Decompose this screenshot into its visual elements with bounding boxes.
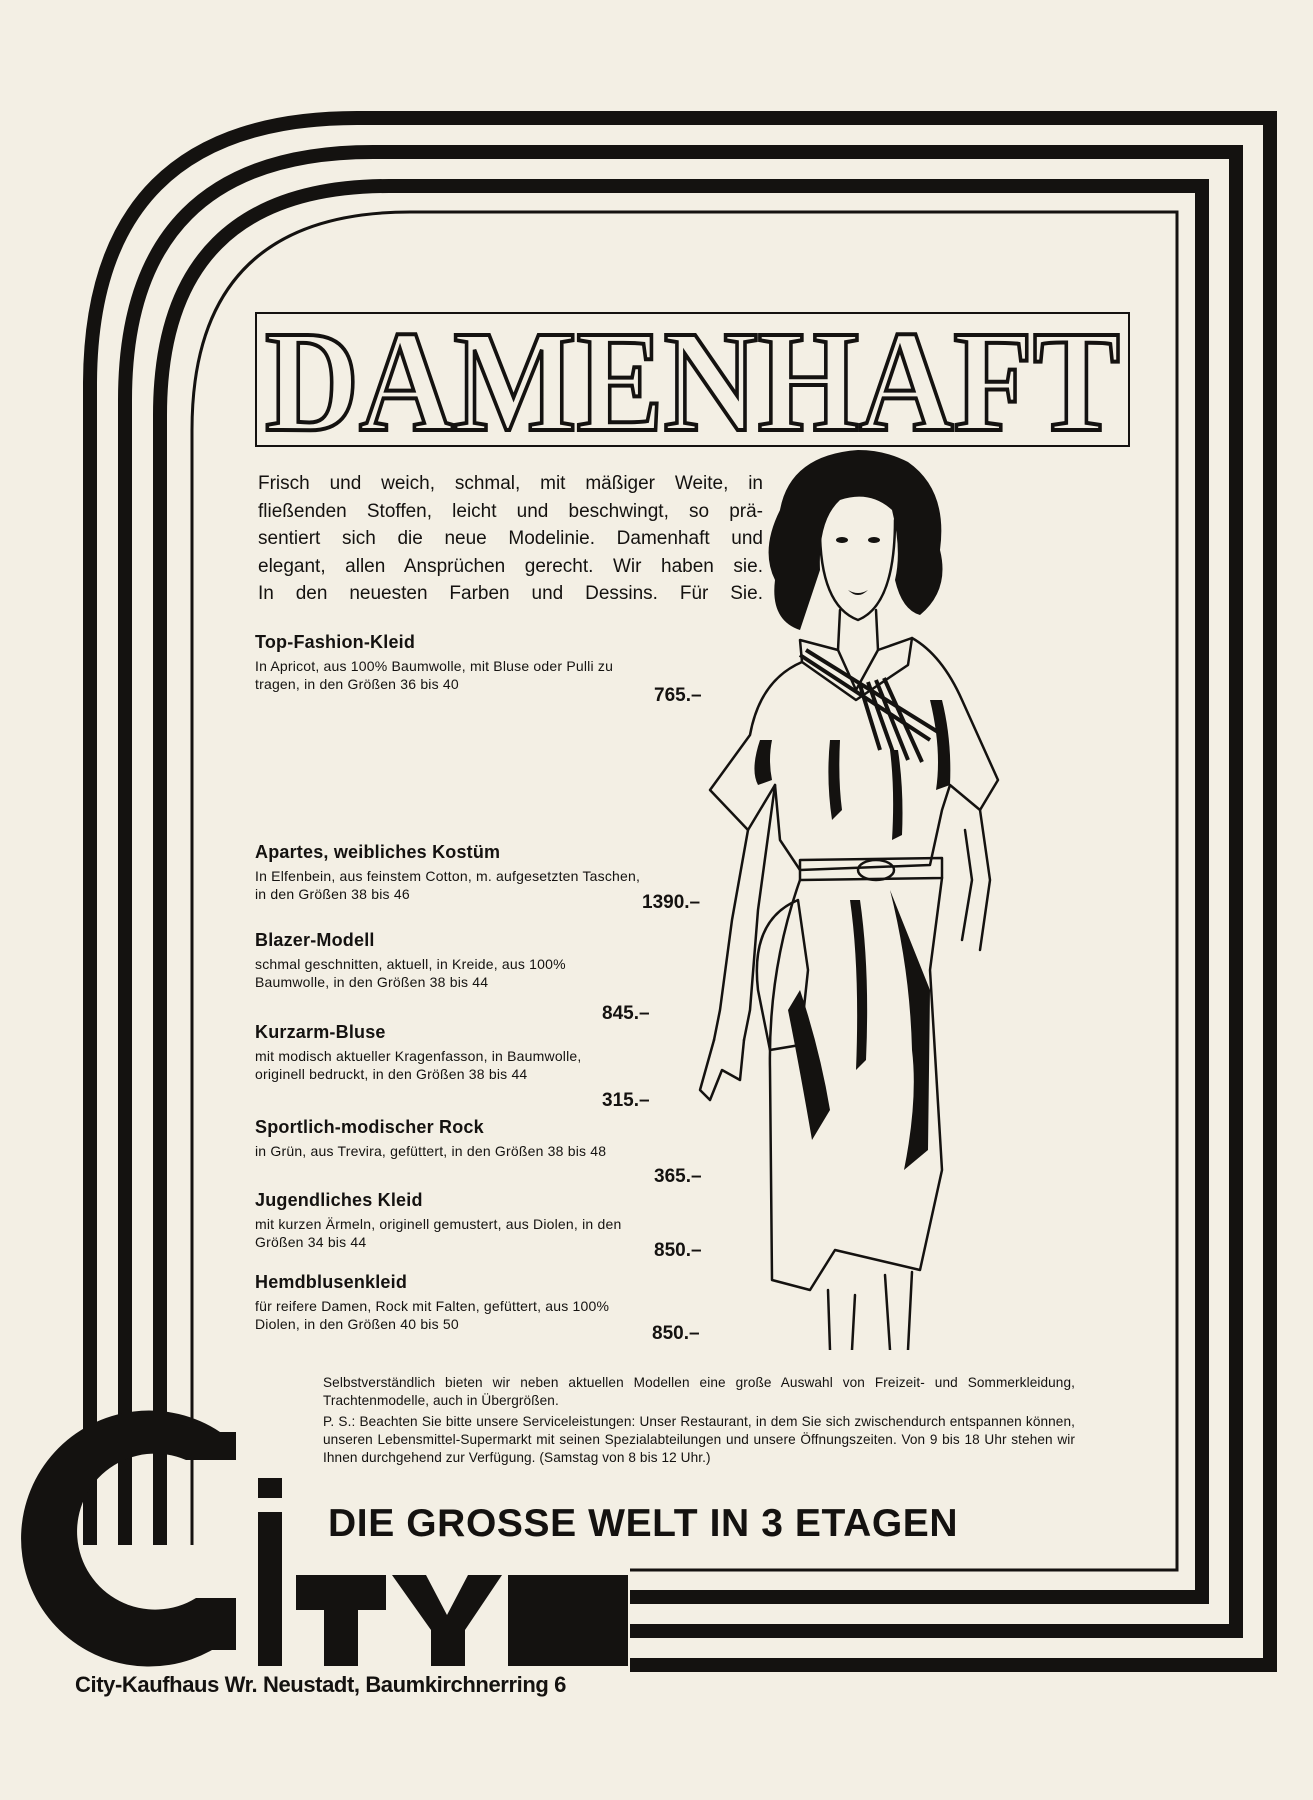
headline-text: DAMENHAFT: [265, 312, 1120, 447]
product-item: [255, 632, 725, 693]
fashion-illustration: [680, 450, 1080, 1350]
headline: [255, 312, 1130, 447]
description-line: in den Größen 38 bis 46: [255, 886, 410, 902]
description-line: tragen, in den Größen 36 bis 40: [255, 676, 459, 692]
description-line: schmal geschnitten, aktuell, in Kreide, aus 100%: [255, 956, 566, 972]
product-price: 765.–: [654, 685, 702, 706]
product-description: [255, 1142, 715, 1160]
product-title: Apartes, weibliches Kostüm: [255, 842, 501, 862]
product-item: [255, 1117, 715, 1160]
product-title: Kurzarm-Bluse: [255, 1022, 386, 1042]
store-address: City-Kaufhaus Wr. Neustadt, Baumkirchnerring 6: [75, 1672, 566, 1697]
intro-line: sentiert sich die neue Modelinie. Damenhaft und: [258, 528, 763, 549]
product-title: Blazer-Modell: [255, 930, 375, 950]
description-line: In Elfenbein, aus feinstem Cotton, m. aufgesetzten Taschen,: [255, 868, 641, 884]
description-line: In Apricot, aus 100% Baumwolle, mit Bluse oder Pulli zu: [255, 658, 614, 674]
footer-paragraph: Selbstverständlich bieten wir neben aktuellen Modellen eine große Auswahl von Freizeit- und Sommerkleidung, Trachtenmodelle, auch in Übergrößen.: [323, 1375, 1075, 1408]
product-description: [255, 1047, 695, 1083]
product-title: Jugendliches Kleid: [255, 1190, 423, 1210]
product-price: 1390.–: [642, 892, 701, 913]
intro-line: fließenden Stoffen, leicht und beschwingt, so prä-: [258, 500, 763, 522]
product-price: 850.–: [654, 1240, 702, 1261]
intro-line: In den neuesten Farben und Dessins. Für Sie.: [258, 583, 763, 604]
description-line: mit modisch aktueller Kragenfasson, in Baumwolle,: [255, 1048, 582, 1064]
description-line: Größen 34 bis 44: [255, 1234, 367, 1250]
description-line: mit kurzen Ärmeln, originell gemustert, aus Diolen, in den: [255, 1216, 622, 1232]
product-description: [255, 955, 695, 991]
product-price: 315.–: [602, 1090, 650, 1111]
description-line: Baumwolle, in den Größen 38 bis 44: [255, 974, 489, 990]
description-line: Diolen, in den Größen 40 bis 50: [255, 1316, 459, 1332]
description-line: originell bedruckt, in den Größen 38 bis 44: [255, 1066, 528, 1082]
product-item: [255, 1022, 695, 1083]
footer-ps-paragraph: P. S.: Beachten Sie bitte unsere Serviceleistungen: Unser Restaurant, in dem Sie sich zwischendurch entspannen können, unseren Lebensmittel-Supermarkt mit seinen Spezialabteilungen und unsere Öffnungszeiten. Von 9 bis 18 Uhr stehen wir Ihnen durchgehend zur Verfügung. (Samstag von 8 bis 12 Uhr.): [323, 1414, 1075, 1465]
product-title: Sportlich-modischer Rock: [255, 1117, 484, 1137]
product-title: Top-Fashion-Kleid: [255, 632, 416, 652]
product-item: [255, 930, 695, 991]
product-price: 845.–: [602, 1003, 650, 1024]
description-line: in Grün, aus Trevira, gefüttert, in den Größen 38 bis 48: [255, 1143, 607, 1159]
slogan: DIE GROSSE WELT IN 3 ETAGEN: [328, 1502, 959, 1545]
product-title: Hemdblusenkleid: [255, 1272, 408, 1292]
product-price: 850.–: [652, 1323, 700, 1344]
intro-line: elegant, allen Ansprüchen gerecht. Wir haben sie.: [258, 555, 763, 577]
intro-line: Frisch und weich, schmal, mit mäßiger Weite, in: [258, 473, 763, 494]
description-line: für reifere Damen, Rock mit Falten, gefüttert, aus 100%: [255, 1298, 610, 1314]
product-price: 365.–: [654, 1166, 702, 1187]
